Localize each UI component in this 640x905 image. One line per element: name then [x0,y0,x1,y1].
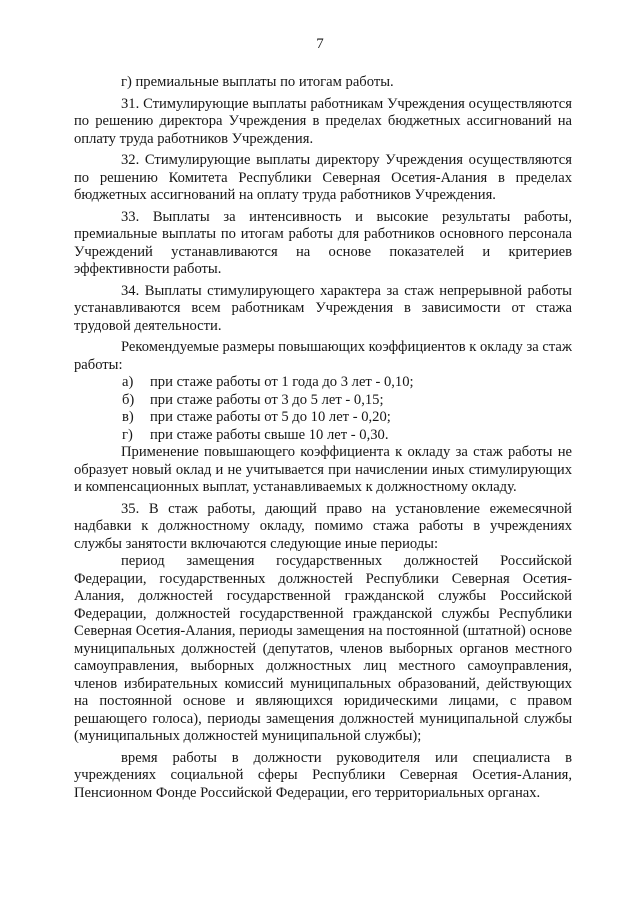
list-marker: б) [122,391,135,408]
list-item [74,392,572,410]
paragraph-35: 35. В стаж работы, дающий право на установление ежемесячной надбавки к должностному окладу, помимо стажа работы в учреждениях службы занятости включаются следующие иные периоды: [74,500,572,552]
list-item [74,427,572,445]
paragraph-32: 32. Стимулирующие выплаты директору Учреждения осуществляются по решению Комитета Республики Северная Осетия-Алания в пределах бюджетных ассигнований на оплату труда работников Учреждения. [74,152,572,203]
paragraph-g-premium: г) премиальные выплаты по итогам работы. [121,74,394,90]
list-marker: в) [122,409,134,425]
list-text: при стаже работы от 1 года до 3 лет - 0,10; [150,374,414,390]
page-number: 7 [316,36,324,52]
document-body [74,74,572,802]
paragraph-period-replacement: период замещения государственных должностей Российской Федерации, государственных должностей Республики Северная Осетия-Алания, должностей государственной гражданской службы Российской Федерации, должностей государственной гражданской службы Республики Северная Осетия-Алания, периоды замещения на постоянной (штатной) основе муниципальных должностей (депутатов, членов выборных органов местного самоуправления, выборных должностных лиц местного самоуправления, членов избирательных комиссий муниципальных образований, действующих на постоянной основе и являющихся юридическими лицами, с правом решающего голоса), периоды замещения должностей муниципальной службы (муниципальных должностей муниципальной службы); [74,553,572,744]
list-marker: а) [122,374,134,390]
list-text: при стаже работы свыше 10 лет - 0,30. [150,426,389,443]
paragraph-31: 31. Стимулирующие выплаты работникам Учреждения осуществляются по решению директора Учреждения в пределах бюджетных ассигнований на оплату труда работников Учреждения. [74,95,572,147]
list-item [74,409,572,427]
paragraph-33: 33. Выплаты за интенсивность и высокие результаты работы, премиальные выплаты по итогам работы для работников основного персонала Учреждений устанавливаются на основе показателей и критериев эффективности работы. [74,208,572,277]
list-text: при стаже работы от 3 до 5 лет - 0,15; [150,391,384,408]
paragraph-coefficients-intro: Рекомендуемые размеры повышающих коэффициентов к окладу за стаж работы: [74,339,572,373]
coefficient-list [74,374,572,444]
list-marker: г) [122,426,133,443]
paragraph-coefficient-application: Применение повышающего коэффициента к окладу за стаж работы не образует новый оклад и не учитывается при начислении иных стимулирующих и компенсационных выплат, устанавливаемых к должностному окладу. [74,444,572,495]
paragraph-34: 34. Выплаты стимулирующего характера за стаж непрерывной работы устанавливаются всем работникам Учреждения в зависимости от стажа трудовой деятельности. [74,282,572,334]
paragraph-work-time: время работы в должности руководителя или специалиста в учреждениях социальной сферы Республики Северная Осетия-Алания, Пенсионном Фонде Российской Федерации, его территориальных органах. [74,749,572,801]
list-text: при стаже работы от 5 до 10 лет - 0,20; [150,409,391,425]
list-item [74,374,572,392]
